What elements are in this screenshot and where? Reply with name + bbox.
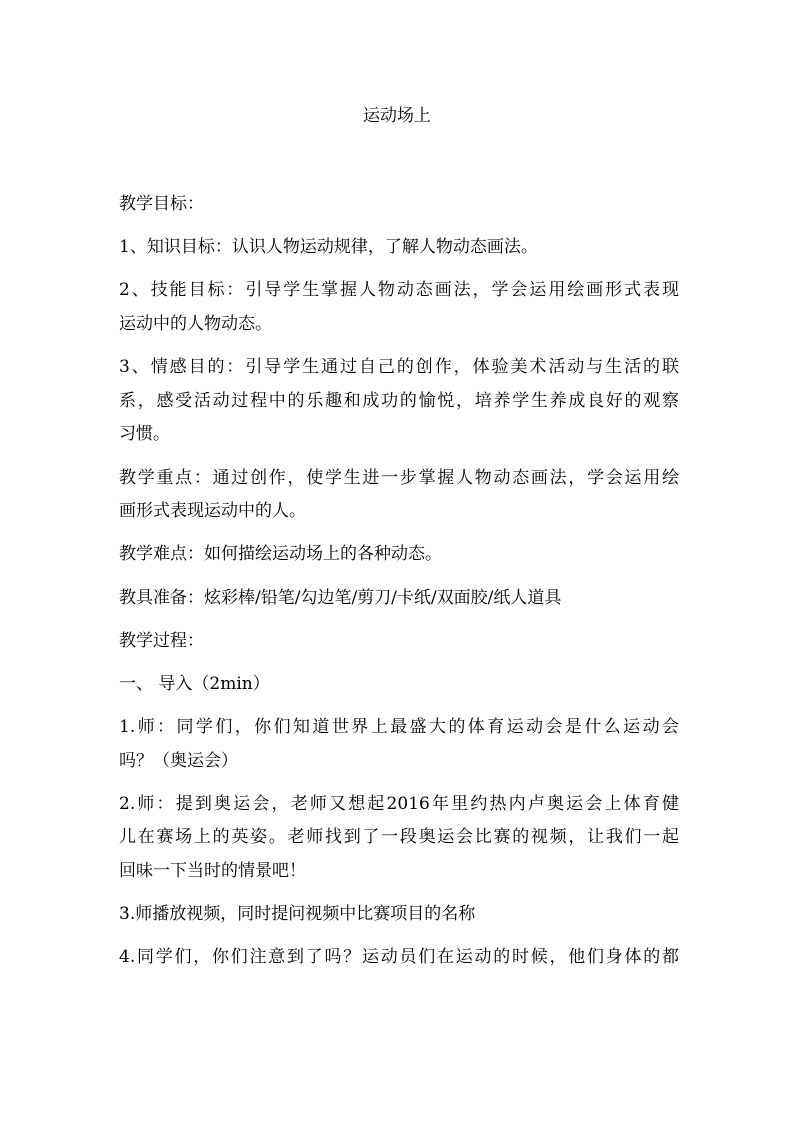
section-heading-objectives: 教学目标： xyxy=(119,194,204,214)
process-item-4-line-1: 4.同学们，你们注意到了吗？运动员们在运动的时候，他们身体的都 xyxy=(119,947,679,968)
objective-knowledge: 1、知识目标：认识人物运动规律，了解人物动态画法。 xyxy=(119,237,538,258)
objective-skill-line-1: 2、技能目标：引导学生掌握人物动态画法，学会运用绘画形式表现 xyxy=(119,280,679,301)
process-item-2-line-2: 儿在赛场上的英姿。老师找到了一段奥运会比赛的视频，让我们一起 xyxy=(119,827,679,848)
teaching-focus-line-1: 教学重点：通过创作，使学生进一步掌握人物动态画法，学会运用绘 xyxy=(119,467,679,488)
teaching-difficulty: 教学难点：如何描绘运动场上的各种动态。 xyxy=(119,544,442,565)
process-step-intro: 一、 导入（2min） xyxy=(119,673,270,694)
document-body xyxy=(119,188,679,975)
process-item-3: 3.师播放视频，同时提问视频中比赛项目的名称 xyxy=(119,904,476,925)
objective-emotion-line-1: 3、情感目的：引导学生通过自己的创作，体验美术活动与生活的联 xyxy=(119,357,679,378)
teaching-materials: 教具准备：炫彩棒/铅笔/勾边笔/剪刀/卡纸/双面胶/纸人道具 xyxy=(119,587,562,608)
process-item-2-line-3: 回味一下当时的情景吧！ xyxy=(119,861,306,882)
objective-skill-line-2: 运动中的人物动态。 xyxy=(119,313,272,334)
section-heading-process: 教学过程： xyxy=(119,630,204,651)
process-item-1-line-2: 吗？（奥运会） xyxy=(119,750,238,771)
teaching-focus-line-2: 画形式表现运动中的人。 xyxy=(119,501,306,522)
process-item-2-line-1: 2.师：提到奥运会，老师又想起2016年里约热内卢奥运会上体育健 xyxy=(119,793,679,814)
document-title: 运动场上 xyxy=(363,106,431,126)
objective-emotion-line-2: 系，感受活动过程中的乐趣和成功的愉悦，培养学生养成良好的观察 xyxy=(119,390,679,411)
objective-emotion-line-3: 习惯。 xyxy=(119,424,170,445)
process-item-1-line-1: 1.师：同学们，你们知道世界上最盛大的体育运动会是什么运动会 xyxy=(119,717,679,738)
